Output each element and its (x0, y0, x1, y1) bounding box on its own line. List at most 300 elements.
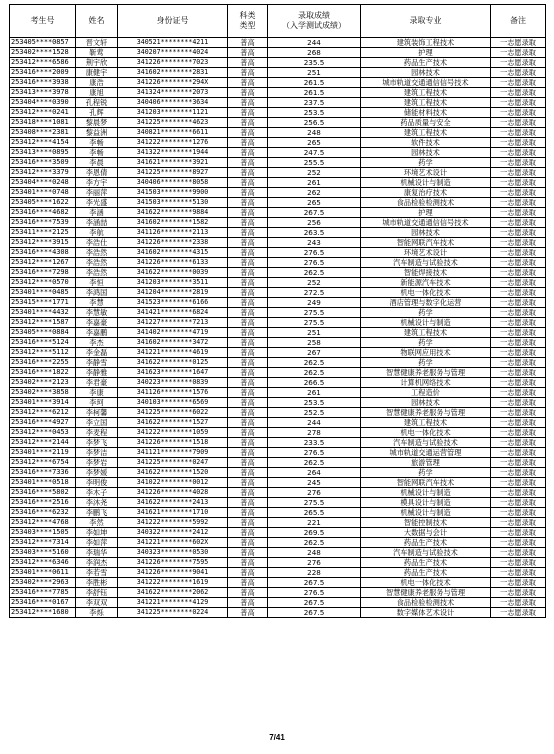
category-cell: 普高 (228, 608, 268, 618)
major-cell: 园林技术 (361, 228, 491, 238)
major-cell: 智慧健康养老服务与管理 (361, 408, 491, 418)
note-cell: 一志愿录取 (491, 158, 546, 168)
note-cell: 一志愿录取 (491, 208, 546, 218)
table-row (10, 318, 546, 328)
category-cell: 普高 (228, 188, 268, 198)
category-cell: 普高 (228, 358, 268, 368)
score-cell: 237.5 (268, 98, 361, 108)
category-cell: 普高 (228, 398, 268, 408)
id-no-cell: 341602********2831 (118, 68, 228, 78)
major-cell: 药品生产技术 (361, 568, 491, 578)
id-no-cell: 340323********0530 (118, 548, 228, 558)
category-cell: 普高 (228, 518, 268, 528)
table-row (10, 48, 546, 58)
header-name: 姓名 (76, 5, 118, 38)
exam-no-cell: 253412****6346 (10, 558, 76, 568)
table-row (10, 238, 546, 248)
table-row (10, 68, 546, 78)
id-no-cell: 341203********3511 (118, 278, 228, 288)
note-cell: 一志愿录取 (491, 218, 546, 228)
name-cell: 李畅 (76, 148, 118, 158)
table-row (10, 258, 546, 268)
note-cell: 一志愿录取 (491, 598, 546, 608)
name-cell: 靳莺 (76, 48, 118, 58)
score-cell: 275.5 (268, 308, 361, 318)
table-row (10, 138, 546, 148)
note-cell: 一志愿录取 (491, 238, 546, 248)
score-cell: 256.5 (268, 118, 361, 128)
category-cell: 普高 (228, 248, 268, 258)
id-no-cell: 341121********7909 (118, 448, 228, 458)
note-cell: 一志愿录取 (491, 68, 546, 78)
category-cell: 普高 (228, 568, 268, 578)
score-cell: 262.5 (268, 538, 361, 548)
table-row (10, 448, 546, 458)
score-cell: 275.5 (268, 318, 361, 328)
note-cell: 一志愿录取 (491, 88, 546, 98)
major-cell: 新能源汽车技术 (361, 278, 491, 288)
id-no-cell: 341602********3472 (118, 338, 228, 348)
note-cell: 一志愿录取 (491, 388, 546, 398)
score-cell: 244 (268, 38, 361, 48)
major-cell: 机械设计与制造 (361, 318, 491, 328)
category-cell: 普高 (228, 558, 268, 568)
exam-no-cell: 253416****3938 (10, 78, 76, 88)
exam-no-cell: 253416****7298 (10, 268, 76, 278)
name-cell: 李晨 (76, 158, 118, 168)
name-cell: 李杰 (76, 338, 118, 348)
score-cell: 235.5 (268, 58, 361, 68)
category-cell: 普高 (228, 298, 268, 308)
id-no-cell: 341225********0224 (118, 608, 228, 618)
name-cell: 李涵 (76, 208, 118, 218)
name-cell: 李立国 (76, 418, 118, 428)
exam-no-cell: 253413****3978 (10, 88, 76, 98)
exam-no-cell: 253416****2516 (10, 498, 76, 508)
category-cell: 普高 (228, 378, 268, 388)
note-cell: 一志愿录取 (491, 298, 546, 308)
note-cell: 一志愿录取 (491, 268, 546, 278)
header-major: 录取专业 (361, 5, 491, 38)
major-cell: 药学 (361, 358, 491, 368)
exam-no-cell: 253403****1505 (10, 528, 76, 538)
score-cell: 228 (268, 568, 361, 578)
major-cell: 园林技术 (361, 148, 491, 158)
name-cell: 李静雅 (76, 368, 118, 378)
note-cell: 一志愿录取 (491, 478, 546, 488)
exam-no-cell: 253402****1528 (10, 48, 76, 58)
id-no-cell: 341622********2062 (118, 588, 228, 598)
name-cell: 李涵喆 (76, 218, 118, 228)
score-cell: 261.5 (268, 78, 361, 88)
note-cell: 一志愿录取 (491, 498, 546, 508)
score-cell: 269.5 (268, 528, 361, 538)
table-row (10, 308, 546, 318)
id-no-cell: 341226********9041 (118, 568, 228, 578)
exam-no-cell: 253402****3858 (10, 388, 76, 398)
id-no-cell: 341226********294X (118, 78, 228, 88)
major-cell: 机电一体化技术 (361, 288, 491, 298)
score-cell: 261 (268, 388, 361, 398)
note-cell: 一志愿录取 (491, 568, 546, 578)
category-cell: 普高 (228, 148, 268, 158)
category-cell: 普高 (228, 208, 268, 218)
name-cell: 李柯馨 (76, 408, 118, 418)
score-cell: 233.5 (268, 438, 361, 448)
table-row (10, 578, 546, 588)
major-cell: 护理 (361, 48, 491, 58)
note-cell: 一志愿录取 (491, 518, 546, 528)
name-cell: 黎晨梦 (76, 118, 118, 128)
exam-no-cell: 253412****3379 (10, 168, 76, 178)
major-cell: 建筑工程技术 (361, 88, 491, 98)
id-no-cell: 341523********6166 (118, 298, 228, 308)
score-cell: 256 (268, 218, 361, 228)
id-no-cell: 341421********6824 (118, 308, 228, 318)
name-cell: 李如萍 (76, 538, 118, 548)
note-cell: 一志愿录取 (491, 528, 546, 538)
score-cell: 245 (268, 478, 361, 488)
major-cell: 智能网联汽车技术 (361, 478, 491, 488)
major-cell: 旅游管理 (361, 458, 491, 468)
table-row (10, 518, 546, 528)
exam-no-cell: 253408****2381 (10, 128, 76, 138)
note-cell: 一志愿录取 (491, 278, 546, 288)
id-no-cell: 341621********1710 (118, 508, 228, 518)
name-cell: 李方宇 (76, 178, 118, 188)
major-cell: 护理 (361, 208, 491, 218)
major-cell: 汽车制造与试验技术 (361, 438, 491, 448)
major-cell: 药学 (361, 308, 491, 318)
table-row (10, 188, 546, 198)
table-row (10, 118, 546, 128)
category-cell: 普高 (228, 238, 268, 248)
table-row (10, 98, 546, 108)
exam-no-cell: 253401****0485 (10, 288, 76, 298)
category-cell: 普高 (228, 288, 268, 298)
major-cell: 药品生产技术 (361, 558, 491, 568)
major-cell: 环境艺术设计 (361, 248, 491, 258)
table-row (10, 58, 546, 68)
note-cell: 一志愿录取 (491, 348, 546, 358)
major-cell: 汽车制造与试验技术 (361, 258, 491, 268)
note-cell: 一志愿录取 (491, 448, 546, 458)
id-no-cell: 341225********8927 (118, 168, 228, 178)
category-cell: 普高 (228, 268, 268, 278)
category-cell: 普高 (228, 368, 268, 378)
score-cell: 262.5 (268, 368, 361, 378)
major-cell: 汽车制造与试验技术 (361, 548, 491, 558)
id-no-cell: 340322********2412 (118, 528, 228, 538)
major-cell: 机电一体化技术 (361, 578, 491, 588)
id-no-cell: 341503********5130 (118, 198, 228, 208)
exam-no-cell: 253416****4682 (10, 208, 76, 218)
table-row (10, 378, 546, 388)
major-cell: 数字媒体艺术设计 (361, 608, 491, 618)
score-cell: 263.5 (268, 228, 361, 238)
score-cell: 262 (268, 188, 361, 198)
note-cell: 一志愿录取 (491, 418, 546, 428)
note-cell: 一志愿录取 (491, 288, 546, 298)
table-row (10, 348, 546, 358)
exam-no-cell: 253412****2144 (10, 438, 76, 448)
category-cell: 普高 (228, 508, 268, 518)
name-cell: 李烁 (76, 608, 118, 618)
table-row (10, 558, 546, 568)
id-no-cell: 341503********9900 (118, 188, 228, 198)
note-cell: 一志愿录取 (491, 508, 546, 518)
name-cell: 李静雪 (76, 358, 118, 368)
score-cell: 251 (268, 68, 361, 78)
score-cell: 267.5 (268, 608, 361, 618)
category-cell: 普高 (228, 388, 268, 398)
major-cell: 储能材料技术 (361, 108, 491, 118)
table-row (10, 158, 546, 168)
score-cell: 265.5 (268, 508, 361, 518)
id-no-cell: 341227********7213 (118, 318, 228, 328)
note-cell: 一志愿录取 (491, 538, 546, 548)
score-cell: 267.5 (268, 208, 361, 218)
name-cell: 李明俊 (76, 478, 118, 488)
name-cell: 晋文轩 (76, 38, 118, 48)
exam-no-cell: 253416****3509 (10, 158, 76, 168)
exam-no-cell: 253412****4768 (10, 518, 76, 528)
table-row (10, 208, 546, 218)
id-no-cell: 340223********0839 (118, 378, 228, 388)
id-no-cell: 341221********4129 (118, 598, 228, 608)
id-no-cell: 340521********4211 (118, 38, 228, 48)
table-row (10, 608, 546, 618)
score-cell: 266.5 (268, 378, 361, 388)
exam-no-cell: 253401****0748 (10, 188, 76, 198)
major-cell: 建筑工程技术 (361, 328, 491, 338)
id-no-cell: 341225********6022 (118, 408, 228, 418)
score-cell: 244 (268, 418, 361, 428)
table-row (10, 368, 546, 378)
exam-no-cell: 253401****4432 (10, 308, 76, 318)
exam-no-cell: 253416****2009 (10, 68, 76, 78)
category-cell: 普高 (228, 68, 268, 78)
id-no-cell: 341402********4719 (118, 328, 228, 338)
major-cell: 建筑工程技术 (361, 98, 491, 108)
category-cell: 普高 (228, 158, 268, 168)
score-cell: 255.5 (268, 158, 361, 168)
id-no-cell: 341622********1527 (118, 418, 228, 428)
score-cell: 267.5 (268, 598, 361, 608)
exam-no-cell: 253416****4308 (10, 248, 76, 258)
note-cell: 一志愿录取 (491, 438, 546, 448)
category-cell: 普高 (228, 178, 268, 188)
name-cell: 李恩倩 (76, 168, 118, 178)
major-cell: 物联网应用技术 (361, 348, 491, 358)
table-row (10, 468, 546, 478)
score-cell: 268 (268, 48, 361, 58)
exam-no-cell: 253413****0895 (10, 148, 76, 158)
table-row (10, 418, 546, 428)
name-cell: 李然 (76, 518, 118, 528)
note-cell: 一志愿录取 (491, 48, 546, 58)
name-cell: 李舒钰 (76, 588, 118, 598)
note-cell: 一志愿录取 (491, 128, 546, 138)
category-cell: 普高 (228, 98, 268, 108)
name-cell: 李丽萍 (76, 188, 118, 198)
id-no-cell: 341226********1518 (118, 438, 228, 448)
category-cell: 普高 (228, 548, 268, 558)
major-cell: 药学 (361, 468, 491, 478)
table-row (10, 358, 546, 368)
id-no-cell: 341221********602X (118, 538, 228, 548)
category-cell: 普高 (228, 478, 268, 488)
note-cell: 一志愿录取 (491, 428, 546, 438)
category-cell: 普高 (228, 428, 268, 438)
table-row (10, 478, 546, 488)
exam-no-cell: 253416****7785 (10, 588, 76, 598)
category-cell: 普高 (228, 438, 268, 448)
id-no-cell: 341621********3921 (118, 158, 228, 168)
table-row (10, 508, 546, 518)
note-cell: 一志愿录取 (491, 138, 546, 148)
id-no-cell: 341221********4619 (118, 348, 228, 358)
name-cell: 李梦媛 (76, 468, 118, 478)
note-cell: 一志愿录取 (491, 318, 546, 328)
exam-no-cell: 253412****1587 (10, 318, 76, 328)
id-no-cell: 341225********0247 (118, 458, 228, 468)
note-cell: 一志愿录取 (491, 188, 546, 198)
category-cell: 普高 (228, 338, 268, 348)
table-row (10, 278, 546, 288)
header-category-line2: 类型 (239, 21, 256, 30)
exam-no-cell: 253404****0248 (10, 178, 76, 188)
exam-no-cell: 253401****0611 (10, 568, 76, 578)
page-number: 7/41 (269, 733, 285, 742)
id-no-cell: 341622********2413 (118, 498, 228, 508)
score-cell: 252.5 (268, 408, 361, 418)
major-cell: 软件技术 (361, 138, 491, 148)
name-cell: 李如坤 (76, 528, 118, 538)
note-cell: 一志愿录取 (491, 398, 546, 408)
category-cell: 普高 (228, 488, 268, 498)
table-row (10, 498, 546, 508)
exam-no-cell: 253402****2963 (10, 578, 76, 588)
category-cell: 普高 (228, 118, 268, 128)
table-row (10, 538, 546, 548)
exam-no-cell: 253412****1680 (10, 608, 76, 618)
name-cell: 李浩仕 (76, 238, 118, 248)
major-cell: 食品检验检测技术 (361, 598, 491, 608)
name-cell: 康浩 (76, 78, 118, 88)
note-cell: 一志愿录取 (491, 368, 546, 378)
category-cell: 普高 (228, 328, 268, 338)
header-score-line2: （入学测试成绩） (282, 21, 346, 30)
score-cell: 251 (268, 328, 361, 338)
table-row (10, 428, 546, 438)
id-no-cell: 341226********4028 (118, 488, 228, 498)
id-no-cell: 341602********1582 (118, 218, 228, 228)
table-row (10, 198, 546, 208)
note-cell: 一志愿录取 (491, 178, 546, 188)
table-row (10, 268, 546, 278)
category-cell: 普高 (228, 468, 268, 478)
score-cell: 276 (268, 488, 361, 498)
name-cell: 李麦程 (76, 428, 118, 438)
name-cell: 李梦飞 (76, 438, 118, 448)
exam-no-cell: 253401****2119 (10, 448, 76, 458)
table-row (10, 148, 546, 158)
score-cell: 261 (268, 178, 361, 188)
table-row (10, 598, 546, 608)
score-cell: 276.5 (268, 588, 361, 598)
score-cell: 247.5 (268, 148, 361, 158)
header-row (10, 5, 546, 38)
header-note: 备注 (491, 5, 546, 38)
name-cell: 李航 (76, 228, 118, 238)
id-no-cell: 341204********2819 (118, 288, 228, 298)
exam-no-cell: 253416****4927 (10, 418, 76, 428)
category-cell: 普高 (228, 498, 268, 508)
id-no-cell: 341623********1647 (118, 368, 228, 378)
admission-table-container (9, 4, 546, 618)
category-cell: 普高 (228, 598, 268, 608)
major-cell: 建筑工程技术 (361, 418, 491, 428)
id-no-cell: 341622********0125 (118, 358, 228, 368)
score-cell: 258 (268, 338, 361, 348)
name-cell: 荆宇欣 (76, 58, 118, 68)
table-row (10, 288, 546, 298)
name-cell: 李浩然 (76, 268, 118, 278)
exam-no-cell: 253412****0453 (10, 428, 76, 438)
score-cell: 253.5 (268, 108, 361, 118)
note-cell: 一志愿录取 (491, 168, 546, 178)
id-no-cell: 341226********2338 (118, 238, 228, 248)
score-cell: 275.5 (268, 498, 361, 508)
exam-no-cell: 253418****1081 (10, 118, 76, 128)
exam-no-cell: 253416****0167 (10, 598, 76, 608)
name-cell: 李梦岩 (76, 458, 118, 468)
id-no-cell: 341602********4315 (118, 248, 228, 258)
exam-no-cell: 253403****5160 (10, 548, 76, 558)
header-score (268, 5, 361, 38)
score-cell: 252 (268, 278, 361, 288)
major-cell: 园林技术 (361, 68, 491, 78)
exam-no-cell: 253416****7539 (10, 218, 76, 228)
exam-no-cell: 253416****1822 (10, 368, 76, 378)
note-cell: 一志愿录取 (491, 488, 546, 498)
table-row (10, 548, 546, 558)
major-cell: 大数据与会计 (361, 528, 491, 538)
major-cell: 药品生产技术 (361, 538, 491, 548)
table-row (10, 108, 546, 118)
major-cell: 食品检验检测技术 (361, 198, 491, 208)
category-cell: 普高 (228, 278, 268, 288)
score-cell: 278 (268, 428, 361, 438)
id-no-cell: 340103********6569 (118, 398, 228, 408)
name-cell: 李瑞华 (76, 548, 118, 558)
name-cell: 李若雪 (76, 568, 118, 578)
name-cell: 李双双 (76, 598, 118, 608)
id-no-cell: 340406********8058 (118, 178, 228, 188)
note-cell: 一志愿录取 (491, 468, 546, 478)
category-cell: 普高 (228, 58, 268, 68)
name-cell: 李鸿国 (76, 288, 118, 298)
score-cell: 221 (268, 518, 361, 528)
table-row (10, 178, 546, 188)
major-cell: 环境艺术设计 (361, 168, 491, 178)
note-cell: 一志愿录取 (491, 78, 546, 88)
exam-no-cell: 253412****6212 (10, 408, 76, 418)
name-cell: 康健宇 (76, 68, 118, 78)
score-cell: 267.5 (268, 578, 361, 588)
note-cell: 一志愿录取 (491, 558, 546, 568)
